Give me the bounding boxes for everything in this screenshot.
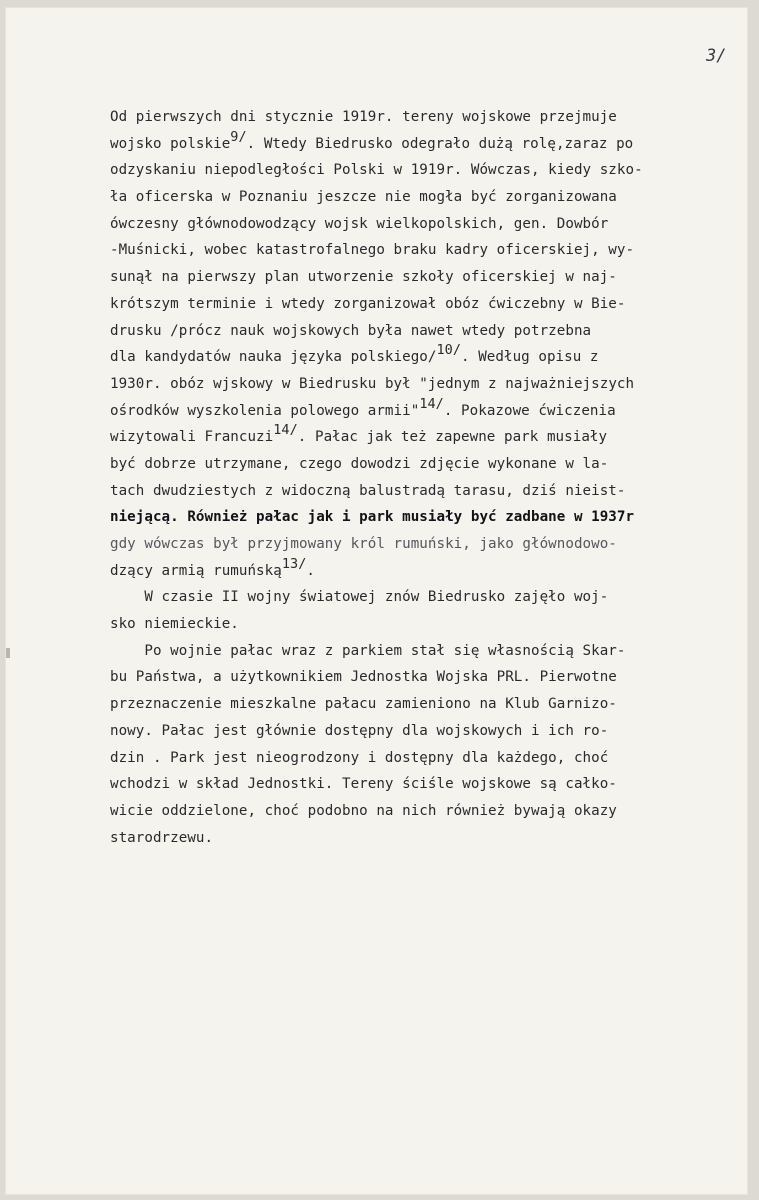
text-line: krótszym terminie i wtedy zorganizował obóz ćwiczebny w Bie- — [110, 295, 626, 312]
line-text: . Wtedy Biedrusko odegrało dużą rolę,zaraz po — [246, 135, 634, 152]
text-line: ówczesny głównodowodzący wojsk wielkopolskich, gen. Dowbór — [110, 215, 609, 232]
text-line: sko niemieckie. — [110, 616, 239, 633]
document-page — [6, 8, 747, 1194]
text-line: nowy. Pałac jest głównie dostępny dla wojskowych i ich ro- — [110, 722, 609, 739]
text-line: drusku /prócz nauk wojskowych była nawet wtedy potrzebna — [110, 322, 592, 339]
paragraph — [110, 104, 759, 584]
footnote-ref: 9/ — [230, 128, 247, 145]
line-text: dla kandydatów nauka języka polskiego/ — [110, 349, 437, 366]
line-text: ośrodków wyszkolenia polowego armii" — [110, 402, 420, 419]
line-text: . Pałac jak też zapewne park musiały — [297, 429, 608, 446]
paragraph — [110, 638, 759, 852]
text-line: niejącą. Również pałac jak i park musiały być zadbane w 1937r — [110, 509, 635, 526]
paragraph — [110, 584, 759, 637]
text-line: tach dwudziestych z widoczną balustradą tarasu, dziś nieist- — [110, 482, 626, 499]
text-line — [110, 344, 759, 371]
line-text: . — [306, 562, 315, 579]
page-number: 3/ — [706, 46, 727, 66]
text-line: W czasie II wojny światowej znów Biedrusko zajęło woj- — [110, 589, 609, 606]
line-text: wizytowali Francuzi — [110, 429, 274, 446]
line-text: wojsko polskie — [110, 135, 231, 152]
text-line — [110, 128, 759, 158]
footnote-ref: 13/ — [281, 555, 307, 572]
line-text: dzący armią rumuńską — [110, 562, 282, 579]
footnote-ref: 14/ — [273, 422, 298, 439]
text-line — [110, 424, 759, 451]
text-line: starodrzewu. — [110, 829, 214, 846]
footnote-ref: 10/ — [436, 342, 462, 359]
text-line: sunął na pierwszy plan utworzenie szkoły oficerskiej w naj- — [110, 269, 617, 286]
text-line: dzin . Park jest nieogrodzony i dostępny dla każdego, choć — [110, 749, 609, 766]
text-line: być dobrze utrzymane, czego dowodzi zdjęcie wykonane w la- — [110, 455, 609, 472]
body-text — [110, 104, 759, 851]
footnote-ref: 14/ — [419, 395, 444, 412]
text-line — [110, 395, 759, 425]
text-line: ła oficerska w Poznaniu jeszcze nie mogła być zorganizowana — [110, 189, 617, 206]
text-line: wicie oddzielone, choć podobno na nich również bywają okazy — [110, 802, 617, 819]
text-line: odzyskaniu niepodległości Polski w 1919r. Wówczas, kiedy szko- — [110, 162, 643, 179]
text-line: bu Państwa, a użytkownikiem Jednostka Wojska PRL. Pierwotne — [110, 669, 617, 686]
text-line — [110, 371, 759, 398]
line-text: obóz wjskowy w Biedrusku był "jednym z najważniejszych — [161, 375, 635, 392]
text-line: gdy wówczas był przyjmowany król rumuński, jako głównodowo- — [110, 536, 617, 552]
text-line: Po wojnie pałac wraz z parkiem stał się własnością Skar- — [110, 642, 626, 659]
line-text: 1930r. — [110, 375, 162, 392]
text-line: Od pierwszych dni stycznie 1919r. tereny wojskowe przejmuje — [110, 109, 617, 125]
text-line: -Muśnicki, wobec katastrofalnego braku kadry oficerskiej, wy- — [110, 242, 635, 259]
page-edge-mark — [6, 648, 10, 658]
text-line: przeznaczenie mieszkalne pałacu zamieniono na Klub Garnizo- — [110, 696, 617, 713]
line-text: . Według opisu z — [461, 349, 599, 366]
text-line: wchodzi w skład Jednostki. Tereny ściśle wojskowe są całko- — [110, 776, 617, 793]
text-line — [110, 555, 759, 585]
line-text: . Pokazowe ćwiczenia — [443, 402, 616, 419]
